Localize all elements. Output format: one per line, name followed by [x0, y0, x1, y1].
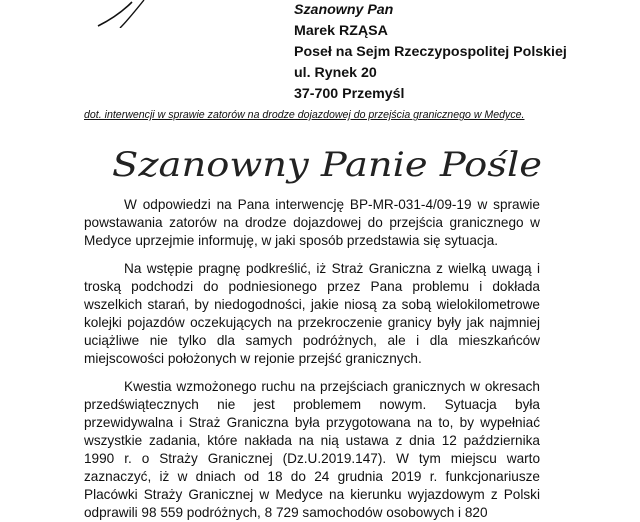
recipient-address	[294, 0, 567, 105]
handwritten-greeting-text: Szanowny Panie Pośle	[112, 145, 542, 185]
letter-body	[84, 196, 540, 522]
recipient-name: Marek RZĄSA	[294, 23, 388, 39]
body-paragraph-1: W odpowiedzi na Pana interwencję BP-MR-031-4/09-19 w sprawie powstawania zatorów na drodze dojazdowej do przejścia granicznego w Medyce uprzejmie informuję, w jaki sposób przedstawia się sytuacja.	[84, 197, 540, 248]
body-paragraph-2: Na wstępie pragnę podkreślić, iż Straż Graniczna z wielką uwagą i troską podchodzi do podniesionego przez Pana problemu i dokłada wszelkich starań, by niedogodności, jakie niosą za sobą wielokilometrowe kolejki pojazdów oczekujących na przekroczenie granicy były jak najmniej uciążliwe nie tylko dla samych podróżnych, ale i dla mieszkańców miejscowości położonych w rejonie przejść granicznych.	[84, 261, 540, 366]
recipient-salutation: Szanowny Pan	[294, 2, 394, 18]
recipient-street: ul. Rynek 20	[294, 65, 377, 81]
recipient-title: Poseł na Sejm Rzeczypospolitej Polskiej	[294, 44, 567, 60]
body-paragraph-3: Kwestia wzmożonego ruchu na przejściach granicznych w okresach przedświątecznych nie jest problemem nowym. Sytuacja była przewidywalna i Straż Graniczna była przygotowana na to, by wypełniać wszystkie zadania, które nakłada na nią ustawa z dnia 12 października 1990 r. o Straży Granicznej (Dz.U.2019.147). W tym miejscu warto zaznaczyć, iż w dniach od 18 do 24 grudnia 2019 r. funkcjonariusze Placówki Straży Granicznej w Medyce na kierunku wyjazdowym z Polski odprawili 98 559 podróżnych, 8 729 samochodów osobowych i 820	[84, 379, 540, 520]
subject-line: dot. interwencji w sprawie zatorów na drodze dojazdowej do przejścia granicznego w Medyce.	[84, 109, 525, 121]
signature-stroke-top	[92, 0, 152, 28]
recipient-city: 37-700 Przemyśl	[294, 86, 405, 102]
handwritten-greeting	[112, 136, 552, 192]
